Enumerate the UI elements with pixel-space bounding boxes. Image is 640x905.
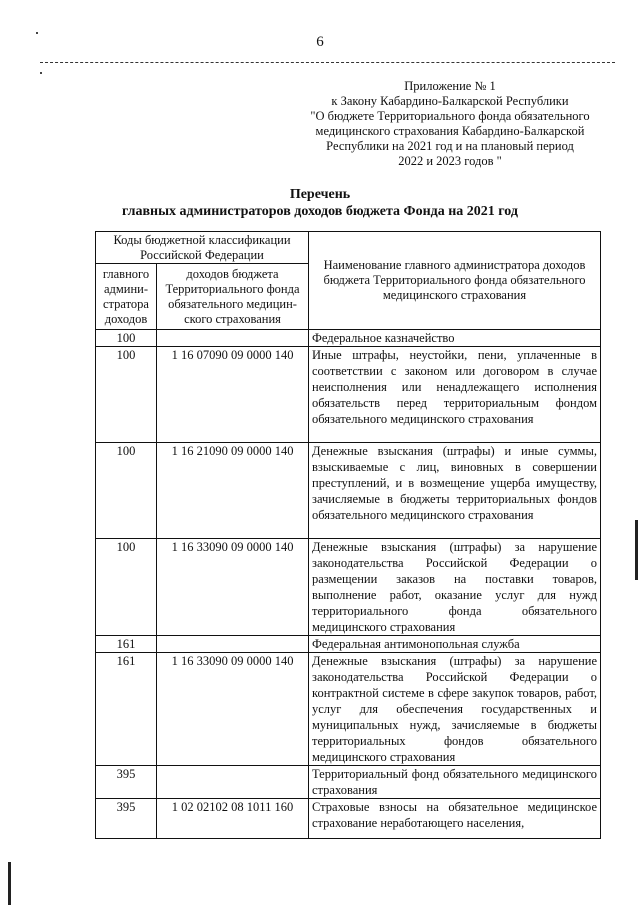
administrator-name: Территориальный фонд обязательного медицинского страхования — [309, 766, 601, 799]
table-row — [96, 347, 601, 443]
title-line-2: главных администраторов доходов бюджета Фонда на 2021 год — [122, 204, 518, 219]
scan-edge-mark — [635, 520, 638, 580]
header-codes-group: Коды бюджетной классификации Российской Федерации — [96, 232, 309, 264]
admin-code: 100 — [96, 443, 157, 539]
appendix-line: медицинского страхования Кабардино-Балкарской — [315, 124, 585, 138]
table-row — [96, 799, 601, 839]
income-code: 1 16 07090 09 0000 140 — [157, 347, 309, 443]
administrator-name: Федеральная антимонопольная служба — [309, 636, 601, 653]
income-code: 1 16 33090 09 0000 140 — [157, 539, 309, 636]
scan-edge-mark — [8, 862, 11, 905]
administrator-name: Денежные взыскания (штрафы) за нарушение законодательства Российской Федерации о контрактной системе в сфере закупок товаров, работ, услуг для обеспечения государственных и муниципальных нужд, зачисляемые в бюджеты территориальных фондов обязательного медицинского страхования — [309, 653, 601, 766]
administrator-name: Денежные взыскания (штрафы) за нарушение законодательства Российской Федерации о размещении заказов на поставки товаров, выполнение работ, оказание услуг для нужд территориального фонда обязательного медицинского страхования — [309, 539, 601, 636]
appendix-line: 2022 и 2023 годов " — [398, 154, 502, 168]
admin-code: 100 — [96, 330, 157, 347]
appendix-line: к Закону Кабардино-Балкарской Республики — [331, 94, 569, 108]
admin-code: 100 — [96, 347, 157, 443]
income-code: 1 02 02102 08 1011 160 — [157, 799, 309, 839]
appendix-line: "О бюджете Территориального фонда обязательного — [310, 109, 590, 123]
income-code: 1 16 21090 09 0000 140 — [157, 443, 309, 539]
header-admin-code: главного админи-стратора доходов — [96, 264, 157, 330]
admin-code: 161 — [96, 653, 157, 766]
title-line-1: Перечень — [289, 187, 351, 202]
table-row — [96, 653, 601, 766]
table-row — [96, 636, 601, 653]
document-title — [0, 186, 640, 220]
administrator-name: Федеральное казначейство — [309, 330, 601, 347]
administrator-name: Иные штрафы, неустойки, пени, уплаченные в соответствии с законом или договором в случае неисполнения или ненадлежащего исполнения обязательств перед территориальным фондом обязательного медицинского страхования — [309, 347, 601, 443]
administrator-name: Страховые взносы на обязательное медицинское страхование неработающего населения, — [309, 799, 601, 839]
income-code — [157, 636, 309, 653]
admin-code: 395 — [96, 799, 157, 839]
page-number: 6 — [316, 34, 324, 50]
header-name: Наименование главного администратора доходов бюджета Территориального фонда обязательного медицинского страхования — [309, 232, 601, 330]
table-row — [96, 539, 601, 636]
scan-dot — [36, 32, 38, 34]
table-row — [96, 443, 601, 539]
header-income-code: доходов бюджета Территориального фонда обязательного медицин-ского страхования — [157, 264, 309, 330]
admin-code: 100 — [96, 539, 157, 636]
table-row — [96, 766, 601, 799]
income-code: 1 16 33090 09 0000 140 — [157, 653, 309, 766]
scan-dot — [40, 72, 42, 74]
appendix-line: Приложение № 1 — [404, 79, 496, 93]
table-row — [96, 330, 601, 347]
admin-code: 161 — [96, 636, 157, 653]
administrator-name: Денежные взыскания (штрафы) и иные суммы, взыскиваемые с лиц, виновных в совершении преступлений, и в возмещение ущерба имуществу, зачисляемые в бюджеты территориальных фондов обязательного медицинского страхования — [309, 443, 601, 539]
appendix-line: Республики на 2021 год и на плановый период — [326, 139, 574, 153]
header-rule — [40, 62, 615, 63]
administrators-table — [95, 231, 601, 839]
admin-code: 395 — [96, 766, 157, 799]
income-code — [157, 330, 309, 347]
income-code — [157, 766, 309, 799]
appendix-note — [300, 79, 600, 169]
